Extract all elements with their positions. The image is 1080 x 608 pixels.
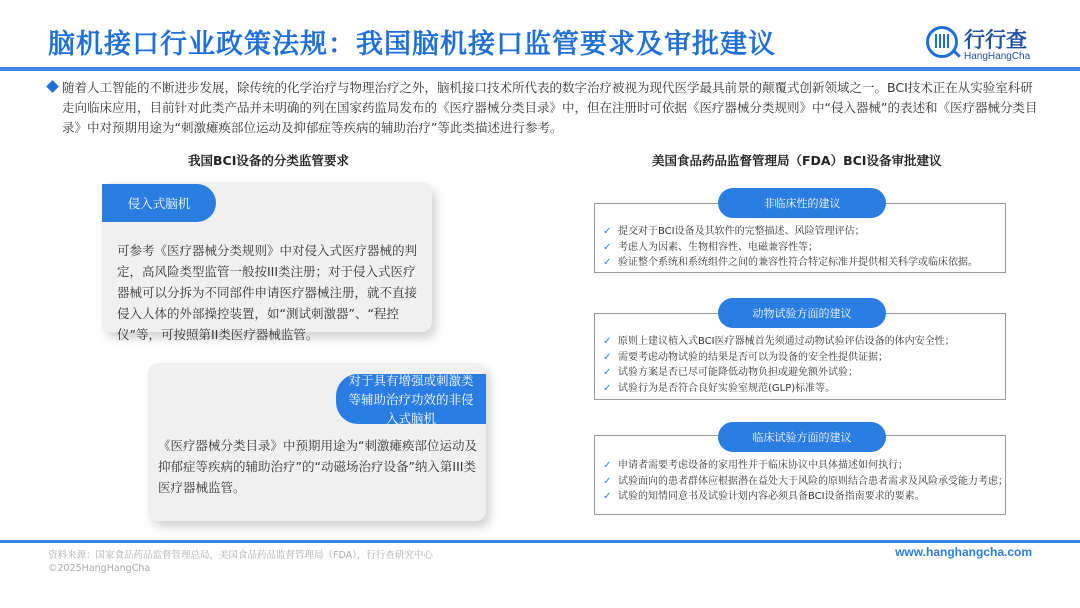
logo-text: 行行查 xyxy=(964,28,1027,52)
noninvasive-text: 《医疗器械分类目录》中预期用途为“刺激瘫痪部位运动及抑郁症等疾病的辅助治疗”的“动磁场治疗设备”纳入第III类医疗器械监管。 xyxy=(158,438,477,495)
check-icon: ✓ xyxy=(603,460,612,471)
check-icon: ✓ xyxy=(603,475,612,487)
website-link[interactable]: www.hanghangcha.com xyxy=(895,545,1032,559)
page-title: 脑机接口行业政策法规：我国脑机接口监管要求及审批建议 xyxy=(48,29,776,60)
list-item: ✓ 验证整个系统和系统组件之间的兼容性符合特定标准并提供相关科学或临床依据。 xyxy=(603,255,999,271)
intro-paragraph xyxy=(48,78,1038,138)
diamond-bullet-icon xyxy=(46,80,59,93)
list-item: ✓ 考虑人为因素、生物相容性、电磁兼容性等； xyxy=(603,240,999,256)
check-icon: ✓ xyxy=(603,351,612,363)
nonclinical-label: 非临床性的建议 xyxy=(718,188,886,218)
list-item: ✓ 试验的知情同意书及试验计划内容必须具备BCI设备指南要求的要素。 xyxy=(603,489,999,505)
list-item: ✓ 试验行为是否符合良好实验室规范(GLP)标准等。 xyxy=(603,381,999,397)
clinical-trial-label: 临床试验方面的建议 xyxy=(718,422,886,452)
invasive-text: 可参考《医疗器械分类规则》中对侵入式医疗器械的判定，高风险类型监管一般按III类注册；对于侵入式医疗器械可以分拆为不同部件申请医疗器械注册，就不直接侵入人体的外部操控装置，如“测试刺激器”、“程控仪”等，可按照第II类医疗器械监管。 xyxy=(117,243,418,342)
copyright: ©2025HangHangCha xyxy=(48,563,151,574)
animal-trial-label: 动物试验方面的建议 xyxy=(718,298,886,328)
left-column-heading: 我国BCI设备的分类监管要求 xyxy=(188,153,349,168)
list-item: ✓ 试验面向的患者群体应根据潜在益处大于风险的原则结合患者需求及风险承受能力考虑； xyxy=(603,474,999,490)
check-icon: ✓ xyxy=(603,241,612,253)
check-icon: ✓ xyxy=(603,367,612,378)
check-icon: ✓ xyxy=(603,257,612,268)
logo-subtext: HangHangCha xyxy=(964,51,1031,62)
right-column-heading: 美国食品药品监督管理局（FDA）BCI设备审批建议 xyxy=(652,153,942,168)
footer-divider xyxy=(0,540,1080,543)
noninvasive-card xyxy=(148,363,486,521)
check-icon: ✓ xyxy=(603,336,612,347)
invasive-tag: 侵入式脑机 xyxy=(102,184,216,222)
source-note: 资料来源：国家食品药品监督管理总局，美国食品药品监督管理局（FDA），行行查研究中心 xyxy=(48,550,433,561)
list-item: ✓ 提交对于BCI设备及其软件的完整描述、风险管理评估； xyxy=(603,224,999,240)
noninvasive-tag: 对于具有增强或刺激类等辅助治疗功效的非侵入式脑机 xyxy=(336,374,486,424)
list-item: ✓ 试验方案是否已尽可能降低动物负担或避免额外试验； xyxy=(603,365,999,381)
check-icon: ✓ xyxy=(603,226,612,237)
list-item: ✓ 原则上建议植入式BCI医疗器械首先须通过动物试验评估设备的体内安全性； xyxy=(603,334,999,350)
brand-logo xyxy=(926,22,1046,66)
check-icon: ✓ xyxy=(603,382,612,394)
list-item: ✓ 申请者需要考虑设备的家用性并于临床协议中具体描述如何执行； xyxy=(603,458,999,474)
check-icon: ✓ xyxy=(603,491,612,502)
magnifier-handle-icon xyxy=(952,49,960,57)
intro-text: 随着人工智能的不断进步发展，除传统的化学治疗与物理治疗之外，脑机接口技术所代表的数字治疗被视为现代医学最具前景的颠覆式创新领域之一。BCI技术正在从实验室科研走向临床应用，目前针对此类产品并未明确的列在国家药监局发布的《医疗器械分类目录》中，但在注册时可依据《医疗器械分类规则》中“侵入器械”的表述和《医疗器械分类目录》中对预期用途为“刺激瘫痪部位运动及抑郁症等疾病的辅助治疗”等此类描述进行参考。 xyxy=(62,80,1038,135)
list-item: ✓ 需要考虑动物试验的结果是否可以为设备的安全性提供证据； xyxy=(603,350,999,366)
header-divider xyxy=(0,67,1080,71)
invasive-card xyxy=(102,182,432,342)
